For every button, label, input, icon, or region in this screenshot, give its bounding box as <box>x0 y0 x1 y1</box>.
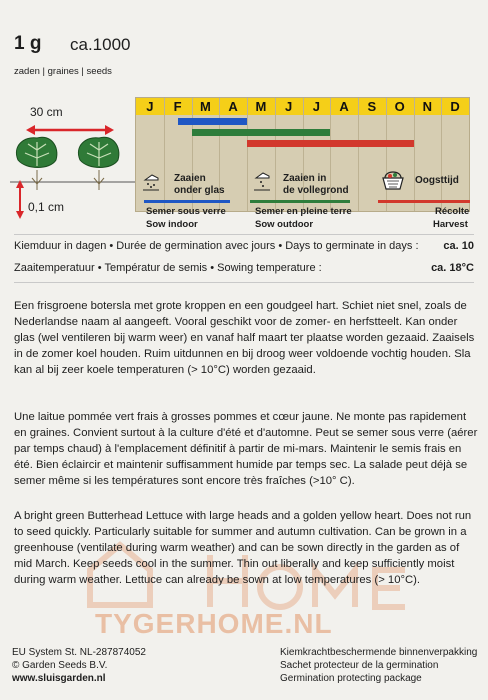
calendar-month-8: A <box>339 99 349 114</box>
legend-outdoor-title: Zaaien in de vollegrond <box>283 173 349 196</box>
calendar-month-4: A <box>228 99 238 114</box>
legend-indoor-en: Sow indoor <box>146 219 198 230</box>
indoor-sowing-bar <box>178 118 247 125</box>
harvest-basket-icon <box>380 166 406 192</box>
legend-harvest-fr: Récolte <box>435 206 470 217</box>
harvest-bar <box>247 140 414 147</box>
sow-indoor-icon <box>141 170 161 192</box>
calendar-month-11: N <box>422 99 433 114</box>
seed-weight: 1 g <box>14 33 42 54</box>
sow-outdoor-icon <box>252 170 272 192</box>
temperature-row <box>14 262 474 274</box>
calendar-month-7: J <box>312 99 320 114</box>
footer-website: www.sluisgarden.nl <box>12 673 106 684</box>
spacing-diagram <box>10 98 135 220</box>
calendar-month-3: M <box>199 99 211 114</box>
calendar-gridline <box>358 98 359 211</box>
calendar-month-2: F <box>173 99 182 114</box>
footer-packaging-en: Germination protecting package <box>280 673 422 684</box>
calendar-gridline <box>164 98 165 211</box>
calendar-gridline <box>441 98 442 211</box>
calendar-month-5: M <box>255 99 267 114</box>
divider-bottom <box>14 282 474 283</box>
lettuce-icon-right <box>78 137 118 167</box>
footer-packaging-nl: Kiemkrachtbeschermende binnenverpakking <box>280 647 478 658</box>
germination-label: Kiemduur in dagen • Durée de germination avec jours • Days to germinate in days : <box>14 240 419 252</box>
legend-outdoor-line <box>250 200 350 203</box>
divider-top <box>14 234 474 235</box>
calendar-gridline <box>386 98 387 211</box>
footer-copyright: © Garden Seeds B.V. <box>12 660 108 671</box>
germination-row <box>14 240 474 252</box>
description-nl: Een frisgroene botersla met grote kroppen en een goudgeel hart. Schiet niet snel, zoals de Nederlandse naam al aangeeft. Vooral geschikt voor de zomer- en herfstteelt. Kan onder glas (wel ventileren bij warm weer) en vanaf half maart ter plaatse worden gezaaid. Zaaisels in de zomer koel houden. Ruim uitdunnen en bij droog weer voldoende vochtig houden. Sla kan al bij zeer koele temperaturen (> 10°C) worden gezaaid. <box>14 300 475 377</box>
temperature-value: ca. 18°C <box>431 262 474 274</box>
watermark-site: TYGERHOME.NL <box>95 608 333 639</box>
lettuce-icon-left <box>16 137 56 167</box>
outdoor-sowing-bar <box>192 129 331 136</box>
calendar-month-1: J <box>146 99 154 114</box>
calendar-gridline <box>275 98 276 211</box>
legend-harvest-line <box>378 200 470 203</box>
calendar-month-12: D <box>450 99 460 114</box>
legend-outdoor-en: Sow outdoor <box>255 219 314 230</box>
legend-indoor-title: Zaaien onder glas <box>174 173 225 196</box>
footer-system: EU System St. NL-287874052 <box>12 647 146 658</box>
description-fr: Une laitue pommée vert frais à grosses pommes et cœur jaune. Ne monte pas rapidement en graines. Convient surtout à la culture d'été et d'automne. Peut se semer sous verre (aérer par temps chaud) à l'emplacement définitif à partir de mi-mars. Maintenir le semis frais en été. Bien éclaircir et maintenir suffisamment humide par temps sec. La salade peut déjà se semer même si les températures sont encore très fraîches (>10° C). <box>14 411 478 488</box>
legend-harvest-title: Oogsttijd <box>415 175 459 186</box>
spacing-label: 30 cm <box>30 105 63 119</box>
depth-label: 0,1 cm <box>28 200 65 214</box>
calendar-month-6: J <box>285 99 293 114</box>
legend-outdoor-fr: Semer en pleine terre <box>255 206 352 217</box>
legend-harvest-en: Harvest <box>433 219 468 230</box>
calendar-gridline <box>247 98 248 211</box>
legend-indoor-line <box>144 200 230 203</box>
seed-units-label: zaden | graines | seeds <box>14 66 112 77</box>
temperature-label: Zaaitemperatuur • Températur de semis • Sowing temperature : <box>14 262 322 274</box>
legend-indoor-fr: Semer sous verre <box>146 206 226 217</box>
calendar-gridline <box>414 98 415 211</box>
germination-value: ca. 10 <box>443 240 474 252</box>
calendar-month-9: S <box>367 99 377 114</box>
calendar-month-10: O <box>394 99 405 114</box>
seed-count: ca.1000 <box>70 35 131 54</box>
description-en: A bright green Butterhead Lettuce with large heads and a golden yellow heart. Does not run to seed quickly. Particularly suitable for summer and autumn cultivation. Can be grown in a greenhouse (ventilate during warm weather) and can be sown directly in the garden as of mid March. Keep seeds cool in the summer. Thin out liberally and keep sufficiently moist during warm weather. Lettuce can already be sown at low temperatures (> 10°C). <box>14 510 472 587</box>
footer-packaging-fr: Sachet protecteur de la germination <box>280 660 439 671</box>
